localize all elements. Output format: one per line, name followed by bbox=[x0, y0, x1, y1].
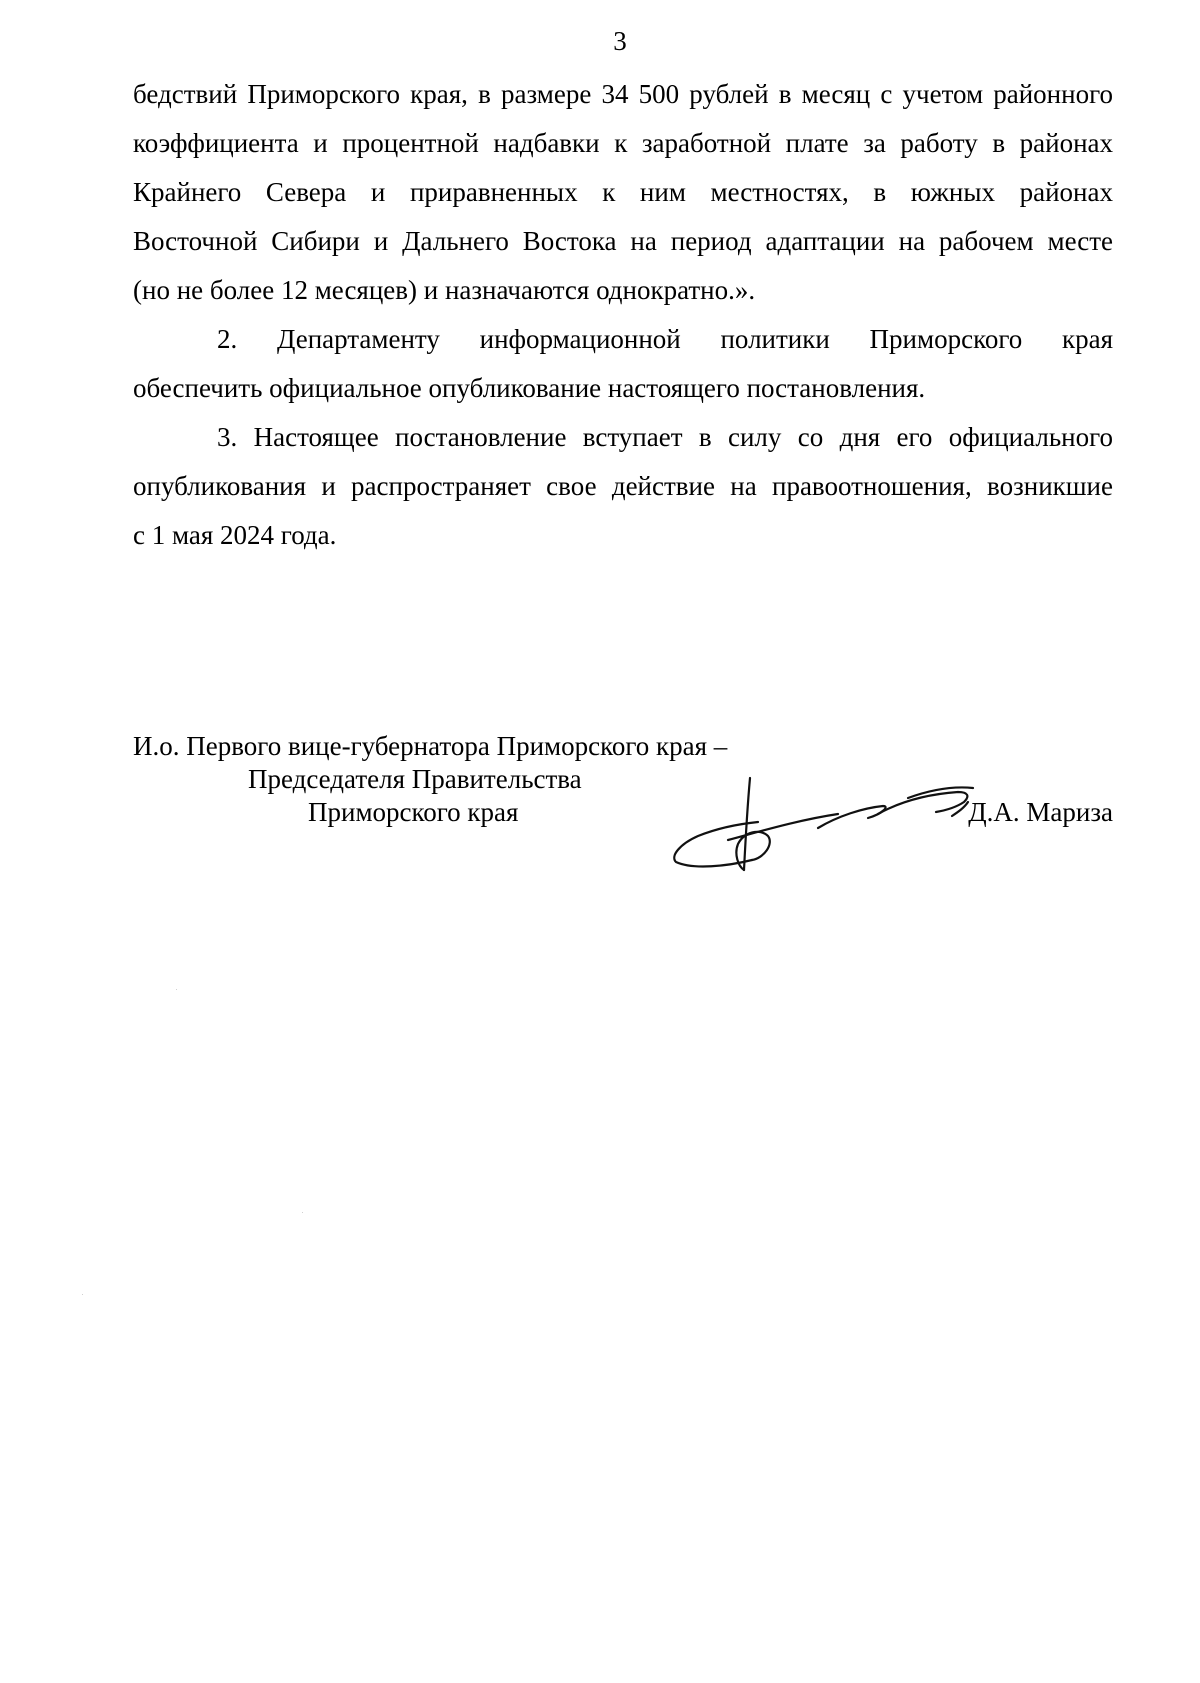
body-line: бедствий Приморского края, в размере 34 500 рублей в месяц с учетом районного bbox=[133, 79, 1113, 109]
handwritten-signature bbox=[668, 770, 988, 880]
body-line: коэффициента и процентной надбавки к заработной плате за работу в районах bbox=[133, 128, 1113, 158]
page-number: 3 bbox=[613, 26, 627, 56]
paragraph-2-line: 2. Департаменту информационной политики Приморского края bbox=[217, 324, 1113, 354]
paragraph-3-line: 3. Настоящее постановление вступает в силу со дня его официального bbox=[217, 422, 1113, 452]
body-line: с 1 мая 2024 года. bbox=[133, 520, 337, 550]
signatory-title-line-2: Председателя Правительства bbox=[248, 764, 582, 794]
body-line: (но не более 12 месяцев) и назначаются однократно.». bbox=[133, 275, 756, 305]
body-line: Восточной Сибири и Дальнего Востока на период адаптации на рабочем месте bbox=[133, 226, 1113, 256]
signatory-title-line-1: И.о. Первого вице-губернатора Приморского края – bbox=[133, 731, 728, 761]
signatory-name: Д.А. Мариза bbox=[968, 797, 1113, 827]
body-line: опубликования и распространяет свое действие на правоотношения, возникшие bbox=[133, 471, 1113, 501]
scan-speck bbox=[176, 989, 177, 990]
signatory-title-line-3: Приморского края bbox=[308, 797, 519, 827]
body-line: Крайнего Севера и приравненных к ним местностях, в южных районах bbox=[133, 177, 1113, 207]
scan-speck bbox=[82, 1294, 83, 1295]
body-line: обеспечить официальное опубликование настоящего постановления. bbox=[133, 373, 926, 403]
document-body bbox=[133, 70, 1113, 560]
signature-block bbox=[133, 730, 1113, 880]
scan-speck bbox=[302, 1212, 303, 1213]
